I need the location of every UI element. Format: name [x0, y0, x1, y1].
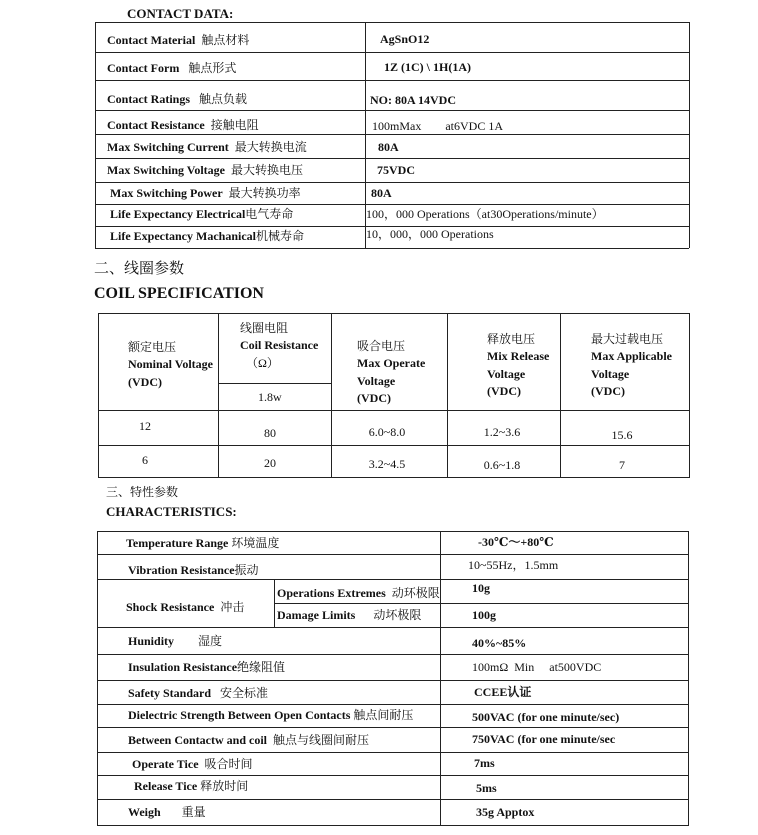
coil-title: COIL SPECIFICATION: [94, 285, 264, 302]
table-row: Vibration Resistance振动: [128, 563, 259, 577]
table-row: Contact Ratings 触点负载: [107, 92, 248, 106]
contact-value: NO: 80A 14VDC: [370, 93, 456, 107]
char-title: CHARACTERISTICS:: [106, 504, 237, 519]
contact-value: 80A: [378, 140, 399, 154]
coil-cn-title: 二、线圈参数: [94, 261, 185, 277]
char-value: 10g: [472, 581, 490, 595]
table-row: Contact Form 触点形式: [107, 61, 237, 75]
table-row: Insulation Resistance绝缘阻值: [128, 660, 286, 674]
table-row: Operate Tice 吸合时间: [132, 757, 253, 771]
table-row: Contact Material 触点材料: [107, 33, 250, 47]
cell-resistance: 80: [264, 426, 276, 440]
char-value: 7ms: [474, 756, 495, 770]
contact-title: CONTACT DATA:: [127, 6, 234, 21]
header-power: 1.8w: [258, 390, 282, 404]
table-row: Life Expectancy Electrical电气寿命: [110, 207, 294, 221]
contact-value: AgSnO12: [380, 32, 430, 46]
header-applicable: 最大过载电压 Max Applicable Voltage (VDC): [591, 332, 673, 399]
cell-applicable: 7: [619, 458, 625, 472]
contact-value: 1Z (1C) \ 1H(1A): [384, 60, 471, 74]
char-value: 100g: [472, 608, 496, 622]
char-value: 5ms: [476, 781, 497, 795]
cell-operate: 3.2~4.5: [368, 457, 406, 471]
cell-applicable: 15.6: [611, 428, 633, 442]
table-row: Release Tice 释放时间: [134, 779, 249, 793]
char-value: CCEE认证: [474, 685, 532, 699]
cell-nominal: 6: [142, 453, 148, 467]
contact-value: 100mMax at6VDC 1A: [372, 119, 503, 133]
char-value: 35g Apptox: [476, 805, 535, 819]
table-row: Hunidity 湿度: [128, 634, 223, 648]
char-value: 750VAC (for one minute/sec: [472, 732, 616, 746]
char-value: 40%~85%: [472, 636, 527, 650]
char-value: 500VAC (for one minute/sec): [472, 710, 620, 724]
table-row: Between Contactw and coil 触点与线圈间耐压: [128, 733, 369, 747]
table-row: Temperature Range 环境温度: [126, 536, 280, 550]
header-operate: 吸合电压 Max Operate Voltage (VDC): [357, 339, 426, 406]
char-sub-row: Operations Extremes 动环极限: [277, 586, 440, 600]
char-value: -30℃～+80℃: [478, 535, 554, 549]
table-row: Max Switching Voltage 最大转换电压: [107, 163, 304, 177]
contact-value: 75VDC: [377, 163, 415, 177]
char-value: 100mΩ Min at500VDC: [472, 660, 602, 674]
cell-release: 0.6~1.8: [483, 458, 521, 472]
char-value: 10~55Hz，1.5mm: [468, 558, 559, 572]
table-row: Safety Standard 安全标准: [128, 686, 269, 700]
header-nominal: 额定电压 Nominal Voltage (VDC): [128, 340, 214, 389]
table-row: Max Switching Power 最大转换功率: [110, 186, 301, 200]
table-row: Shock Resistance 冲击: [126, 600, 245, 614]
cell-operate: 6.0~8.0: [368, 425, 406, 439]
char-sub-row: Damage Limits 动坏极限: [277, 608, 422, 622]
char-cn-title: 三、特性参数: [106, 485, 179, 499]
table-row: Weigh 重量: [128, 805, 206, 819]
table-row: Max Switching Current 最大转换电流: [107, 140, 307, 154]
cell-nominal: 12: [139, 419, 151, 433]
cell-release: 1.2~3.6: [483, 425, 521, 439]
header-release: 释放电压 Mix Release Voltage (VDC): [487, 332, 550, 399]
cell-resistance: 20: [264, 456, 276, 470]
contact-value: 100，000 Operations（at30Operations/minute）: [366, 207, 604, 221]
table-row: Contact Resistance 接触电阻: [107, 118, 259, 132]
contact-value: 10，000，000 Operations: [366, 227, 494, 241]
table-row: Life Expectancy Machanical机械寿命: [110, 229, 304, 243]
header-resistance: 线圈电阻 Coil Resistance （Ω）: [240, 321, 319, 370]
table-row: Dielectric Strength Between Open Contacts 触点间耐压: [128, 708, 414, 722]
contact-value: 80A: [371, 186, 392, 200]
